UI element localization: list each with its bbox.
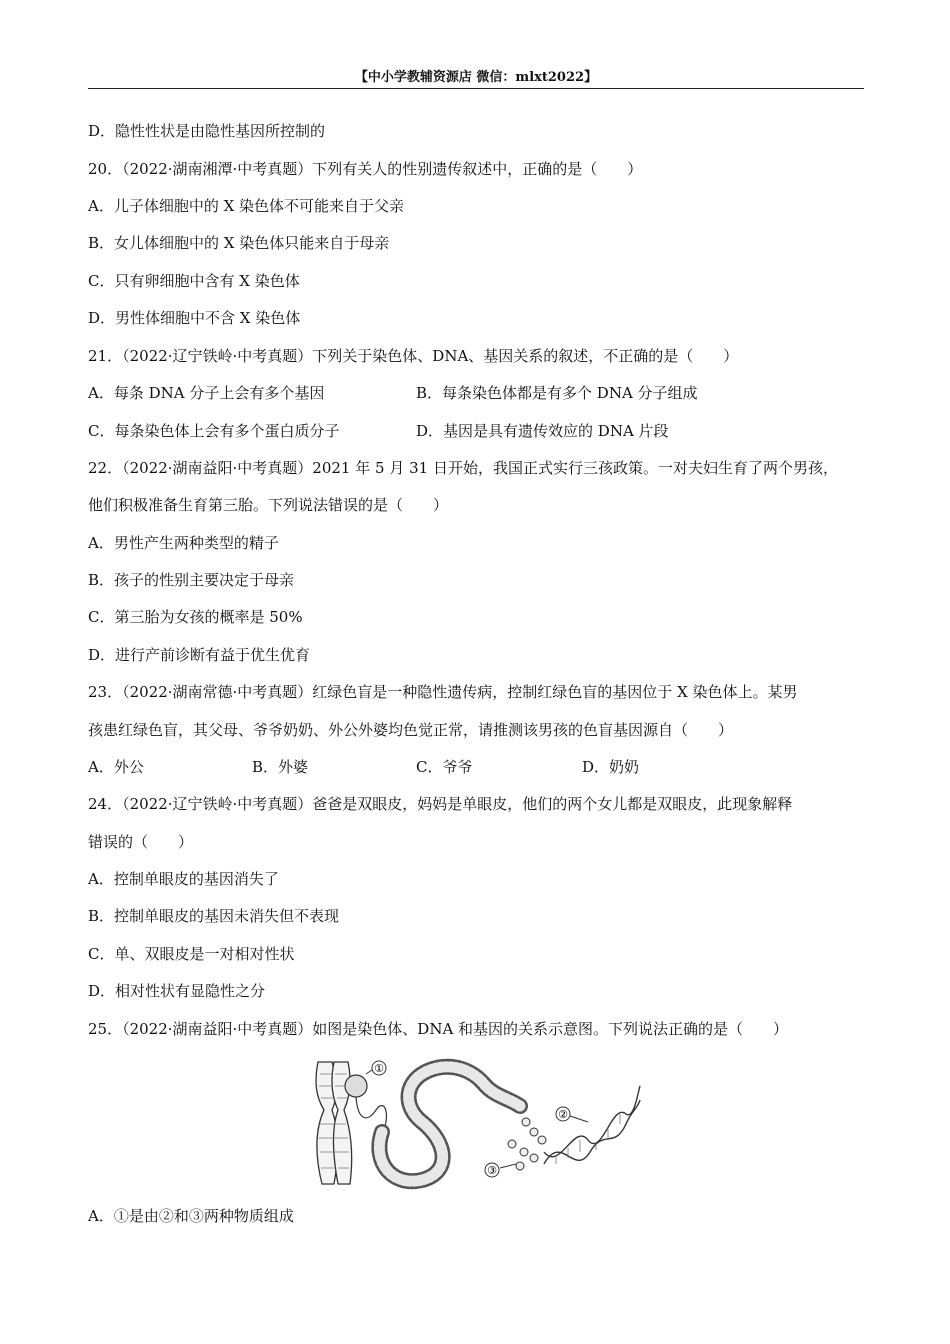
question-22-line-1: 22．（2022·湖南益阳·中考真题）2021 年 5 月 31 日开始，我国正式实行三孩政策。一对夫妇生育了两个男孩， bbox=[88, 459, 838, 477]
question-24-line-1: 24．（2022·辽宁铁岭·中考真题）爸爸是双眼皮，妈妈是单眼皮，他们的两个女儿都是双眼皮，此现象解释 bbox=[88, 795, 793, 813]
q20-option-c: C．只有卵细胞中含有 X 染色体 bbox=[88, 272, 300, 290]
question-24-line-2: 错误的（ ） bbox=[88, 833, 194, 851]
q21-option-a: A．每条 DNA 分子上会有多个基因 bbox=[88, 384, 325, 402]
page-header: 【中小学教辅资源店 微信：mlxt2022】 bbox=[354, 70, 598, 85]
label-2: ② bbox=[558, 1108, 568, 1121]
q22-option-b: B．孩子的性别主要决定于母亲 bbox=[88, 571, 295, 589]
q22-option-c: C．第三胎为女孩的概率是 50% bbox=[88, 608, 303, 626]
question-23-line-2: 孩患红绿色盲，其父母、爷爷奶奶、外公外婆均色觉正常，请推测该男孩的色盲基因源自（ ） bbox=[88, 721, 734, 739]
q25-option-a: A．①是由②和③两种物质组成 bbox=[88, 1207, 294, 1225]
question-22-line-2: 他们积极准备生育第三胎。下列说法错误的是（ ） bbox=[88, 496, 449, 514]
q21-option-c: C．每条染色体上会有多个蛋白质分子 bbox=[88, 422, 340, 440]
q24-option-d: D．相对性状有显隐性之分 bbox=[88, 982, 266, 1000]
chromosome-dna-gene-diagram bbox=[312, 1052, 642, 1192]
q23-option-a: A．外公 bbox=[88, 758, 144, 776]
q20-option-a: A．儿子体细胞中的 X 染色体不可能来自于父亲 bbox=[88, 197, 405, 215]
question-21: 21．（2022·辽宁铁岭·中考真题）下列关于染色体、DNA、基因关系的叙述，不正确的是（ ） bbox=[88, 347, 739, 365]
q23-option-c: C．爷爷 bbox=[416, 758, 473, 776]
question-20: 20．（2022·湖南湘潭·中考真题）下列有关人的性别遗传叙述中，正确的是（ ） bbox=[88, 160, 643, 178]
q20-option-b: B．女儿体细胞中的 X 染色体只能来自于母亲 bbox=[88, 234, 390, 252]
question-25: 25．（2022·湖南益阳·中考真题）如图是染色体、DNA 和基因的关系示意图。下列说法正确的是（ ） bbox=[88, 1020, 789, 1038]
label-1-pointer bbox=[366, 1070, 372, 1074]
q21-option-b: B．每条染色体都是有多个 DNA 分子组成 bbox=[416, 384, 698, 402]
header-divider bbox=[88, 88, 864, 89]
nucleosome-beads bbox=[508, 1118, 546, 1170]
q22-option-d: D．进行产前诊断有益于优生优育 bbox=[88, 646, 311, 664]
label-2-pointer bbox=[570, 1116, 588, 1122]
q22-option-a: A．男性产生两种类型的精子 bbox=[88, 534, 279, 552]
label-3: ③ bbox=[487, 1164, 497, 1177]
q23-option-b: B．外婆 bbox=[252, 758, 309, 776]
option-d-prev: D．隐性性状是由隐性基因所控制的 bbox=[88, 122, 326, 140]
question-23-line-1: 23．（2022·湖南常德·中考真题）红绿色盲是一种隐性遗传病，控制红绿色盲的基因位于 X 染色体上。某男 bbox=[88, 683, 798, 701]
label-3-pointer bbox=[500, 1164, 516, 1168]
magnified-region bbox=[345, 1075, 367, 1097]
q21-option-d: D．基因是具有遗传效应的 DNA 片段 bbox=[416, 422, 669, 440]
q23-option-d: D．奶奶 bbox=[582, 758, 640, 776]
q24-option-b: B．控制单眼皮的基因未消失但不表现 bbox=[88, 907, 340, 925]
q24-option-a: A．控制单眼皮的基因消失了 bbox=[88, 870, 279, 888]
q20-option-d: D．男性体细胞中不含 X 染色体 bbox=[88, 309, 301, 327]
coiled-chromatin bbox=[379, 1067, 520, 1181]
q24-option-c: C．单、双眼皮是一对相对性状 bbox=[88, 945, 295, 963]
label-1: ① bbox=[374, 1062, 384, 1075]
dna-double-helix bbox=[544, 1086, 640, 1164]
